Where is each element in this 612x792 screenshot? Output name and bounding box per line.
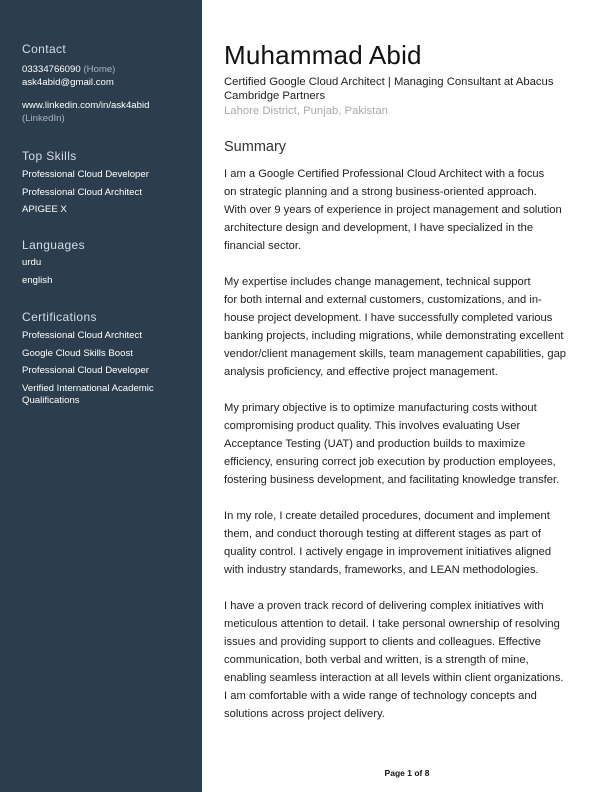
summary-heading: Summary <box>224 139 287 155</box>
main-content <box>224 40 599 741</box>
email-link[interactable]: ask4abid@gmail.com <box>22 77 114 88</box>
summary-paragraph: My expertise includes change management, technical support for both internal and external customers, customizations, and in- house project development. I have successfully completed various banking projects, including migrations, while demonstrating excellent vendor/client management skills, team management capabilities, gap analysis proficiency, and effective project management. <box>224 276 567 378</box>
languages-section <box>22 238 197 292</box>
phone-line <box>22 63 197 76</box>
summary-paragraph: In my role, I create detailed procedures, document and implement them, and conduct thorough testing at different stages as part of quality control. I actively engage in improvement initiatives aligned with industry standards, frameworks, and LEAN methodologies. <box>224 510 552 576</box>
profile-name: Muhammad Abid <box>224 40 422 70</box>
summary-paragraph: I have a proven track record of delivering complex initiatives with meticulous attention to detail. I take personal ownership of resolving issues and providing support to clients and colleagues. Effective communication, both verbal and written, is a strength of mine, enabling seamless interaction at all levels within client organizations. I am comfortable with a wide range of technology concepts and solutions across project delivery. <box>224 600 564 720</box>
language-item: english <box>22 274 53 286</box>
skill-item: APIGEE X <box>22 204 67 215</box>
summary-paragraph: I am a Google Certified Professional Cloud Architect with a focus on strategic planning and a strong business-oriented approach. With over 9 years of experience in project management and solution architecture design and development, I have specialized in the financial sector. <box>224 168 562 252</box>
top-skills-section <box>22 149 197 222</box>
phone-number: 03334766090 <box>22 64 81 75</box>
certifications-section <box>22 310 197 413</box>
certification-item: Professional Cloud Developer <box>22 365 149 376</box>
linkedin-label: (LinkedIn) <box>22 113 65 124</box>
phone-label: (Home) <box>83 64 116 75</box>
certification-item: Professional Cloud Architect <box>22 330 142 341</box>
certification-item: Verified International Academic Qualifications <box>22 382 154 406</box>
sidebar <box>0 0 202 792</box>
contact-heading: Contact <box>22 42 67 56</box>
contact-section <box>22 42 197 125</box>
linkedin-link[interactable]: www.linkedin.com/in/ask4abid <box>22 100 150 111</box>
summary-body <box>224 165 599 723</box>
top-skills-heading: Top Skills <box>22 149 77 163</box>
skill-item: Professional Cloud Developer <box>22 169 149 180</box>
certifications-heading: Certifications <box>22 310 97 324</box>
languages-heading: Languages <box>22 238 85 252</box>
summary-paragraph: My primary objective is to optimize manufacturing costs without compromising product quality. This involves evaluating User Acceptance Testing (UAT) and production builds to maximize efficiency, ensuring correct job execution by production employees, fostering business development, and facilitating knowledge transfer. <box>224 402 560 486</box>
profile-location: Lahore District, Punjab, Pakistan <box>224 105 388 117</box>
certification-item: Google Cloud Skills Boost <box>22 347 133 359</box>
skill-item: Professional Cloud Architect <box>22 186 142 198</box>
profile-headline: Certified Google Cloud Architect | Managing Consultant at Abacus Cambridge Partners <box>224 76 554 102</box>
language-item: urdu <box>22 257 42 268</box>
page-number: Page 1 of 8 <box>384 768 430 778</box>
